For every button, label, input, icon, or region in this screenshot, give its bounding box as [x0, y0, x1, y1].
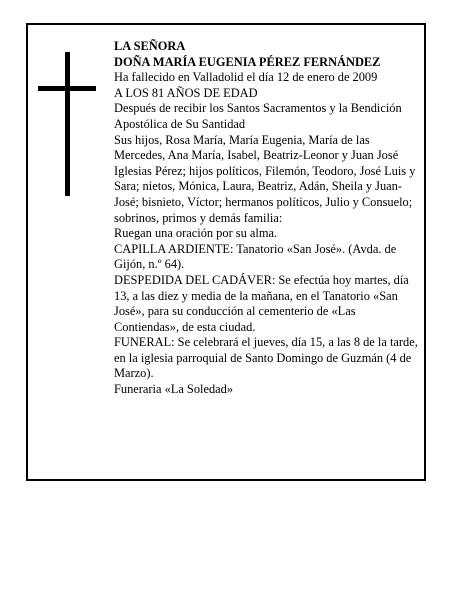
deceased-name: DOÑA MARÍA EUGENIA PÉREZ FERNÁNDEZ — [114, 54, 381, 69]
title-line: LA SEÑORA — [114, 39, 186, 53]
farewell-paragraph: DESPEDIDA DEL CADÁVER: Se efectúa hoy martes, día 13, a las diez y media de la mañana, en el Tanatorio «San José», para su conducción al cementerio de «Las Contiendas», de esta ciudad. — [114, 272, 409, 334]
chapel-paragraph: CAPILLA ARDIENTE: Tanatorio «San José». (Avda. de Gijón, n.º 64). — [114, 241, 397, 272]
prayer-line: Ruegan una oración por su alma. — [114, 226, 278, 241]
family-paragraph: Sus hijos, Rosa María, María Eugenia, María de las Mercedes, Ana María, Isabel, Beatriz-Leonor y Juan José Iglesias Pérez; hijos políticos, Filemón, Teodoro, José Luis y Sara; nietos, Mónica, Laura, Beatriz, Adán, Sheila y Juan-José; bisnieto, Víctor; hermanos políticos, Julio y Consuelo; sobrinos, primos y demás familia: — [114, 132, 416, 225]
sacraments-paragraph: Después de recibir los Santos Sacramentos y la Bendición Apostólica de Su Santidad — [114, 101, 402, 131]
cross-vertical-bar — [65, 52, 70, 196]
age-line: A LOS 81 AÑOS DE EDAD — [114, 85, 258, 100]
funeral-home-line: Funeraria «La Soledad» — [114, 382, 234, 397]
funeral-paragraph: FUNERAL: Se celebrará el jueves, día 15, a las 8 de la tarde, en la iglesia parroquial de Santo Domingo de Guzmán (4 de Marzo). — [114, 335, 418, 381]
obituary-text — [114, 39, 422, 398]
death-info: Ha fallecido en Valladolid el día 12 de enero de 2009 — [114, 70, 378, 85]
cross-horizontal-bar — [38, 86, 96, 91]
